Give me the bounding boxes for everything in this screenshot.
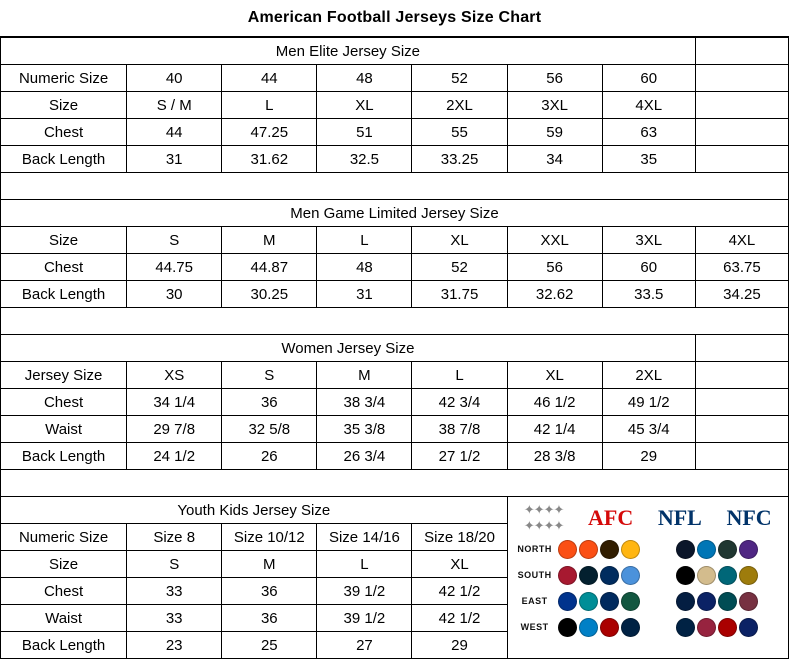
table-cell: 28 3/8	[507, 443, 602, 470]
table-cell: 35	[602, 146, 695, 173]
section-header-row	[1, 335, 789, 362]
team-logo-icon	[718, 540, 737, 559]
table-cell: 44.75	[127, 254, 222, 281]
table-cell: 4XL	[602, 92, 695, 119]
table-cell: M	[222, 227, 317, 254]
row-label: Chest	[1, 119, 127, 146]
team-logo-icon	[558, 592, 577, 611]
table-cell: 34.25	[695, 281, 788, 308]
table-cell: 26	[222, 443, 317, 470]
table-cell: 46 1/2	[507, 389, 602, 416]
row-label: Chest	[1, 254, 127, 281]
table-cell: 30.25	[222, 281, 317, 308]
row-label: Waist	[1, 416, 127, 443]
table-cell: L	[222, 92, 317, 119]
empty-cell	[695, 443, 788, 470]
table-row	[1, 389, 789, 416]
stars-icon: ✦✦✦✦ ✦✦✦✦	[523, 502, 564, 533]
team-logo-icon	[600, 540, 619, 559]
team-logo-icon	[600, 592, 619, 611]
table-cell: 2XL	[602, 362, 695, 389]
table-row	[1, 443, 789, 470]
table-cell: 63.75	[695, 254, 788, 281]
nfc-south-teams	[676, 566, 784, 585]
table-cell: 44.87	[222, 254, 317, 281]
table-cell: 26 3/4	[317, 443, 412, 470]
division-label: NORTH	[517, 544, 552, 554]
team-logo-icon	[600, 566, 619, 585]
table-cell: 45 3/4	[602, 416, 695, 443]
table-cell: 56	[507, 65, 602, 92]
section-title-men-elite: Men Elite Jersey Size	[1, 38, 696, 65]
section-title-men-game-limited: Men Game Limited Jersey Size	[1, 200, 789, 227]
table-cell: 42 3/4	[412, 389, 507, 416]
team-logo-icon	[579, 592, 598, 611]
table-cell: 47.25	[222, 119, 317, 146]
table-cell: 29	[602, 443, 695, 470]
spacer-cell	[1, 173, 789, 200]
section-header-row	[1, 497, 789, 524]
row-label: Chest	[1, 389, 127, 416]
empty-cell	[695, 362, 788, 389]
row-label: Size	[1, 227, 127, 254]
team-logo-icon	[739, 540, 758, 559]
team-logo-icon	[739, 566, 758, 585]
table-cell: XL	[412, 227, 507, 254]
team-logo-icon	[579, 618, 598, 637]
division-row-west	[512, 614, 784, 640]
spacer-cell	[1, 308, 789, 335]
table-cell: Size 18/20	[412, 524, 507, 551]
table-cell: 36	[222, 605, 317, 632]
table-cell: 39 1/2	[317, 578, 412, 605]
spacer-row	[1, 173, 789, 200]
team-logo-icon	[558, 618, 577, 637]
table-cell: 32.5	[317, 146, 412, 173]
table-cell: Size 10/12	[222, 524, 317, 551]
filler-cell	[695, 335, 788, 362]
empty-cell	[695, 146, 788, 173]
page-title: American Football Jerseys Size Chart	[0, 0, 789, 37]
nfl-shield-icon: NFL	[657, 505, 702, 530]
table-cell: 30	[127, 281, 222, 308]
section-header-row	[1, 200, 789, 227]
row-label: Numeric Size	[1, 524, 127, 551]
spacer-row	[1, 470, 789, 497]
table-cell: 2XL	[412, 92, 507, 119]
table-row	[1, 362, 789, 389]
team-logo-icon	[739, 592, 758, 611]
table-cell: 29	[412, 632, 507, 659]
afc-south-teams	[558, 566, 666, 585]
team-logo-icon	[697, 566, 716, 585]
row-label: Jersey Size	[1, 362, 127, 389]
nfc-east-teams	[676, 592, 784, 611]
table-cell: 3XL	[507, 92, 602, 119]
division-row-east	[512, 588, 784, 614]
team-logo-icon	[621, 540, 640, 559]
table-cell: 33.25	[412, 146, 507, 173]
row-label: Back Length	[1, 146, 127, 173]
table-row	[1, 65, 789, 92]
section-title-youth-kids: Youth Kids Jersey Size	[1, 497, 508, 524]
table-cell: 36	[222, 578, 317, 605]
table-cell: 33.5	[602, 281, 695, 308]
empty-cell	[695, 65, 788, 92]
afc-logo-icon: AFC	[588, 505, 634, 530]
table-cell: 32 5/8	[222, 416, 317, 443]
team-logo-icon	[739, 618, 758, 637]
division-label: EAST	[521, 596, 548, 606]
team-logo-icon	[676, 618, 695, 637]
row-label: Back Length	[1, 632, 127, 659]
table-cell: XL	[317, 92, 412, 119]
table-cell: 44	[127, 119, 222, 146]
nfc-west-teams	[676, 618, 784, 637]
table-row	[1, 281, 789, 308]
empty-cell	[695, 416, 788, 443]
table-cell: S	[127, 551, 222, 578]
table-cell: 48	[317, 65, 412, 92]
empty-cell	[695, 389, 788, 416]
table-cell: 38 3/4	[317, 389, 412, 416]
table-cell: 27 1/2	[412, 443, 507, 470]
row-label: Size	[1, 92, 127, 119]
table-cell: 52	[412, 65, 507, 92]
table-row	[1, 416, 789, 443]
table-cell: 48	[317, 254, 412, 281]
table-cell: L	[412, 362, 507, 389]
table-cell: 44	[222, 65, 317, 92]
row-label: Waist	[1, 605, 127, 632]
table-cell: 55	[412, 119, 507, 146]
team-logo-icon	[558, 540, 577, 559]
table-cell: 60	[602, 254, 695, 281]
team-logo-icon	[676, 540, 695, 559]
table-cell: 52	[412, 254, 507, 281]
team-logo-icon	[621, 566, 640, 585]
size-chart-table	[0, 37, 789, 659]
nfc-north-teams	[676, 540, 784, 559]
table-row	[1, 119, 789, 146]
table-cell: 34	[507, 146, 602, 173]
row-label: Chest	[1, 578, 127, 605]
table-cell: 24 1/2	[127, 443, 222, 470]
table-cell: 42 1/2	[412, 605, 507, 632]
division-row-north	[512, 536, 784, 562]
row-label: Back Length	[1, 281, 127, 308]
table-cell: 60	[602, 65, 695, 92]
table-cell: XL	[507, 362, 602, 389]
table-cell: M	[222, 551, 317, 578]
table-cell: 33	[127, 605, 222, 632]
table-cell: 42 1/4	[507, 416, 602, 443]
team-logo-icon	[676, 566, 695, 585]
nfl-teams-logo-panel	[507, 497, 788, 659]
division-label: WEST	[520, 622, 549, 632]
table-cell: Size 14/16	[317, 524, 412, 551]
team-logo-icon	[718, 592, 737, 611]
table-cell: 3XL	[602, 227, 695, 254]
table-cell: 38 7/8	[412, 416, 507, 443]
table-row	[1, 92, 789, 119]
table-cell: 34 1/4	[127, 389, 222, 416]
table-cell: 39 1/2	[317, 605, 412, 632]
table-cell: 29 7/8	[127, 416, 222, 443]
table-cell: 36	[222, 389, 317, 416]
table-cell: L	[317, 551, 412, 578]
table-cell: 35 3/8	[317, 416, 412, 443]
table-cell: 31	[127, 146, 222, 173]
table-cell: 31.75	[412, 281, 507, 308]
section-header-row	[1, 38, 789, 65]
table-cell: 51	[317, 119, 412, 146]
empty-cell	[695, 119, 788, 146]
team-logo-icon	[621, 592, 640, 611]
table-cell: XS	[127, 362, 222, 389]
table-cell: 40	[127, 65, 222, 92]
team-logo-icon	[697, 540, 716, 559]
table-cell: 31	[317, 281, 412, 308]
afc-east-teams	[558, 592, 666, 611]
table-cell: XXL	[507, 227, 602, 254]
table-row	[1, 227, 789, 254]
spacer-row	[1, 308, 789, 335]
team-logo-icon	[718, 566, 737, 585]
division-label: SOUTH	[517, 570, 552, 580]
table-cell: 23	[127, 632, 222, 659]
table-cell: 56	[507, 254, 602, 281]
afc-west-teams	[558, 618, 666, 637]
team-logo-icon	[697, 592, 716, 611]
empty-cell	[695, 92, 788, 119]
section-title-women: Women Jersey Size	[1, 335, 696, 362]
nfc-logo-icon: NFC	[726, 505, 772, 530]
team-logo-icon	[579, 540, 598, 559]
table-cell: XL	[412, 551, 507, 578]
division-row-south	[512, 562, 784, 588]
team-logo-icon	[621, 618, 640, 637]
table-cell: 63	[602, 119, 695, 146]
team-logo-icon	[579, 566, 598, 585]
team-logo-icon	[558, 566, 577, 585]
conference-header	[512, 500, 784, 536]
table-cell: L	[317, 227, 412, 254]
team-logo-icon	[718, 618, 737, 637]
filler-cell	[695, 38, 788, 65]
table-cell: Size 8	[127, 524, 222, 551]
table-cell: 49 1/2	[602, 389, 695, 416]
spacer-cell	[1, 470, 789, 497]
row-label: Size	[1, 551, 127, 578]
table-row	[1, 146, 789, 173]
table-cell: M	[317, 362, 412, 389]
row-label: Back Length	[1, 443, 127, 470]
table-cell: 59	[507, 119, 602, 146]
table-cell: S / M	[127, 92, 222, 119]
team-logo-icon	[600, 618, 619, 637]
team-logo-icon	[697, 618, 716, 637]
table-cell: 4XL	[695, 227, 788, 254]
table-cell: S	[222, 362, 317, 389]
table-cell: 33	[127, 578, 222, 605]
row-label: Numeric Size	[1, 65, 127, 92]
table-cell: 27	[317, 632, 412, 659]
table-cell: 25	[222, 632, 317, 659]
table-row	[1, 254, 789, 281]
table-cell: 32.62	[507, 281, 602, 308]
table-cell: 42 1/2	[412, 578, 507, 605]
team-logo-icon	[676, 592, 695, 611]
table-cell: S	[127, 227, 222, 254]
table-cell: 31.62	[222, 146, 317, 173]
afc-north-teams	[558, 540, 666, 559]
